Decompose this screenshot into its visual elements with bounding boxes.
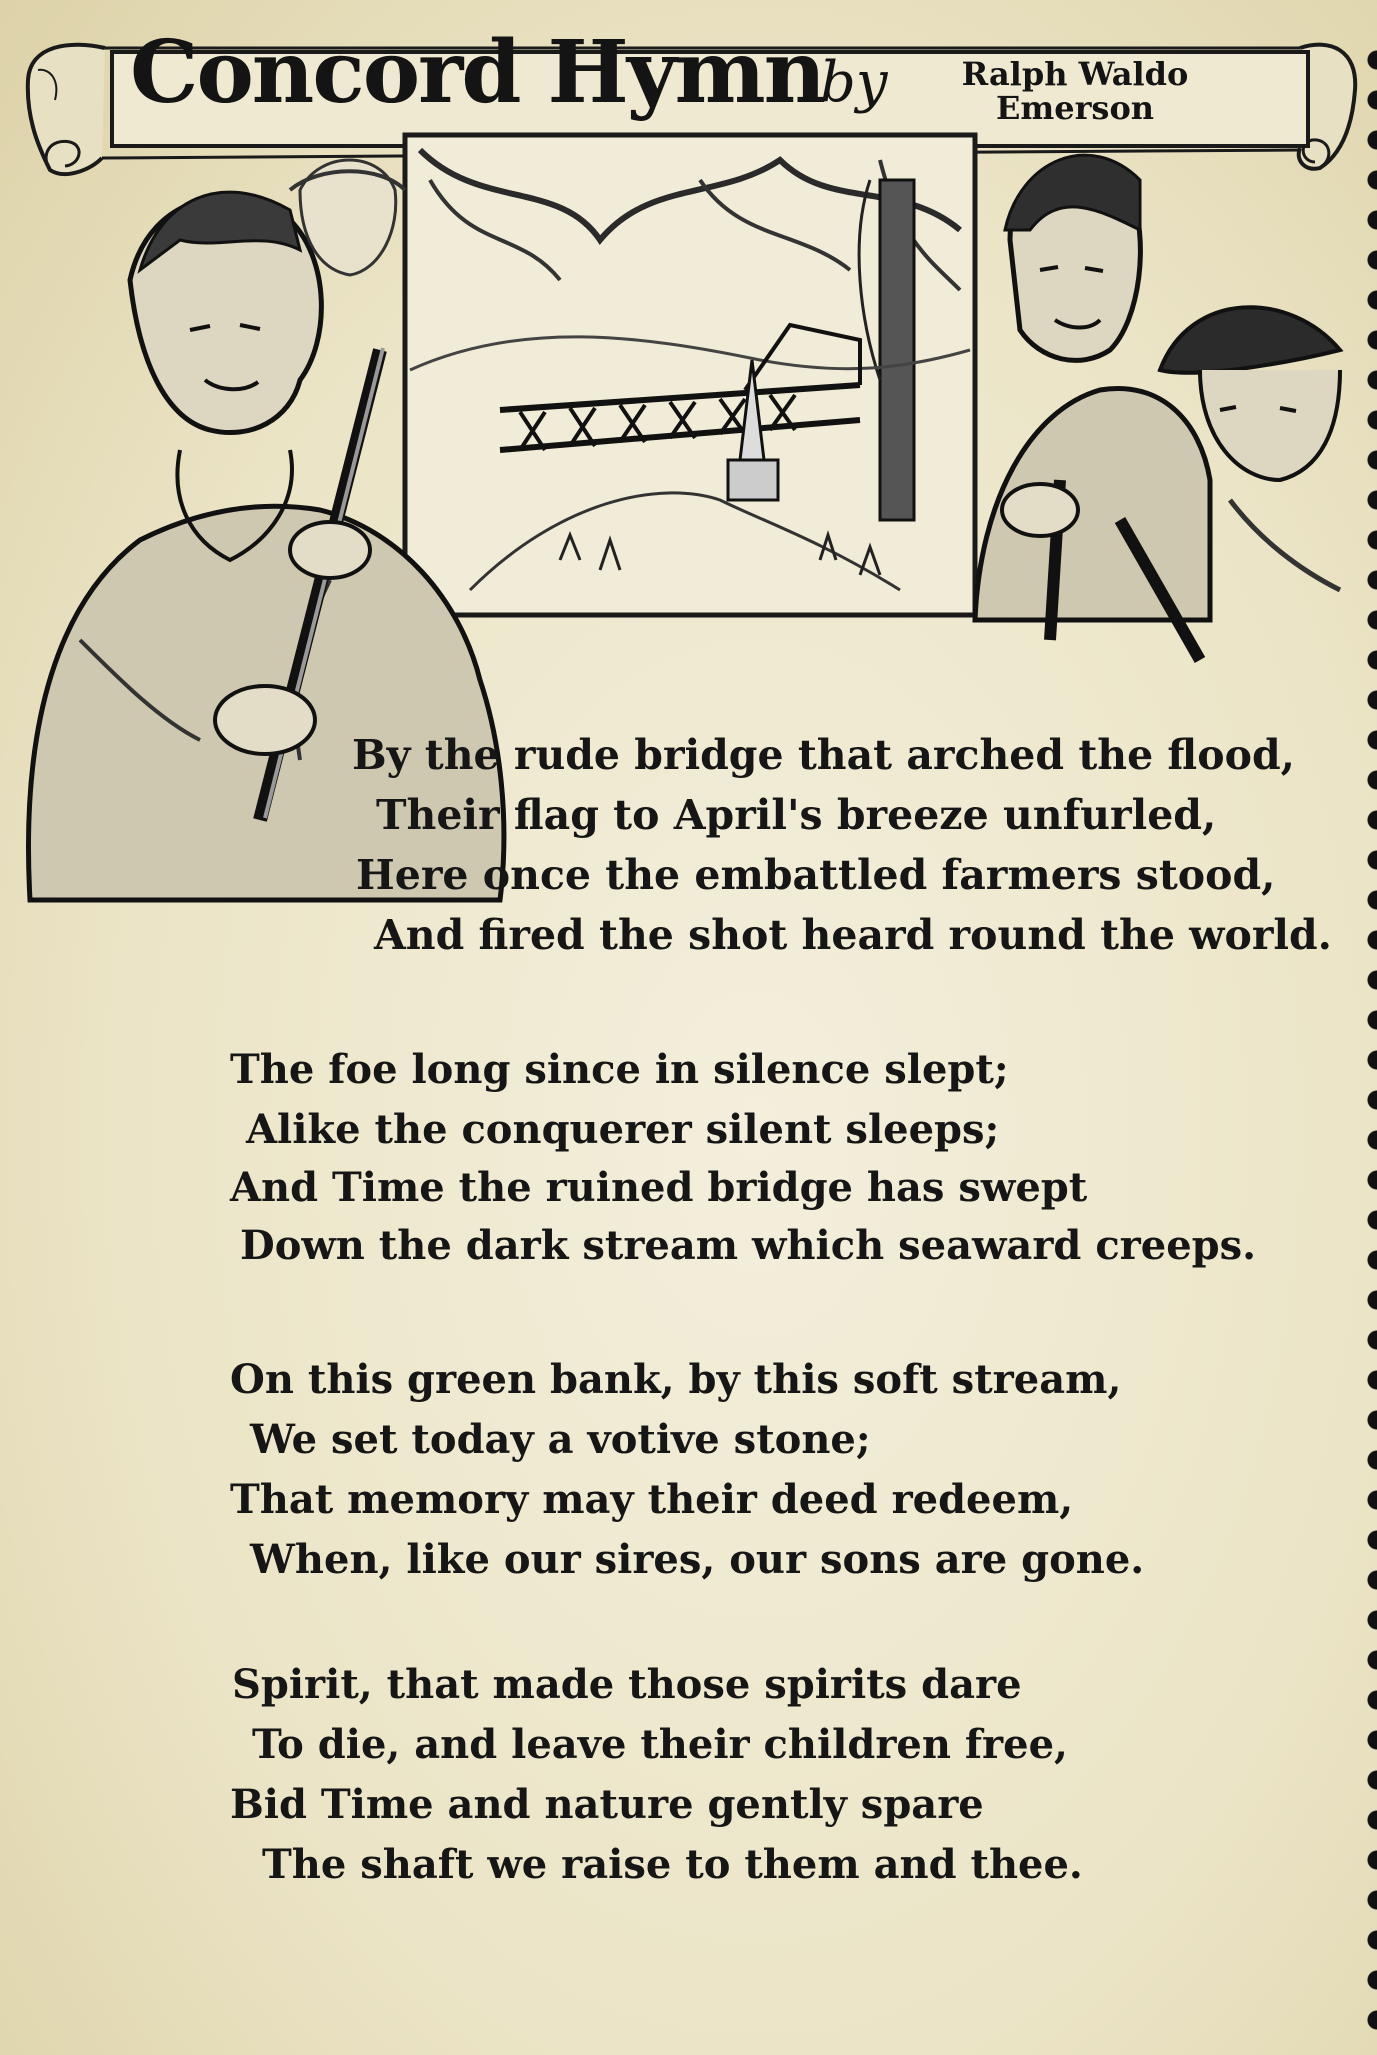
poem-line: Here once the embattled farmers stood, bbox=[356, 851, 1276, 899]
poem-line: Spirit, that made those spirits dare bbox=[232, 1661, 1022, 1708]
poem-title: Concord Hymn bbox=[130, 22, 825, 123]
poem-line: Alike the conquerer silent sleeps; bbox=[246, 1106, 1000, 1153]
author-first-name: Ralph Waldo bbox=[961, 55, 1189, 93]
poem-line: To die, and leave their children free, bbox=[252, 1721, 1068, 1768]
poem-line: That memory may their deed redeem, bbox=[230, 1476, 1074, 1523]
poem-line: The foe long since in silence slept; bbox=[230, 1046, 1009, 1093]
byline: by bbox=[820, 50, 888, 115]
poem-line: The shaft we raise to them and thee. bbox=[262, 1841, 1083, 1888]
poem-line: Bid Time and nature gently spare bbox=[230, 1781, 984, 1828]
poem-line: Their flag to April's breeze unfurled, bbox=[376, 791, 1217, 839]
poem-line: When, like our sires, our sons are gone. bbox=[250, 1536, 1145, 1583]
poem-line: On this green bank, by this soft stream, bbox=[230, 1356, 1122, 1403]
poem-line: By the rude bridge that arched the flood, bbox=[352, 731, 1295, 779]
poem-line: We set today a votive stone; bbox=[250, 1416, 871, 1463]
poem-line: And Time the ruined bridge has swept bbox=[230, 1164, 1088, 1211]
poem-line: Down the dark stream which seaward creeps. bbox=[240, 1222, 1257, 1269]
author-last-name: Emerson bbox=[995, 88, 1155, 127]
poem-line: And fired the shot heard round the world. bbox=[374, 911, 1332, 959]
